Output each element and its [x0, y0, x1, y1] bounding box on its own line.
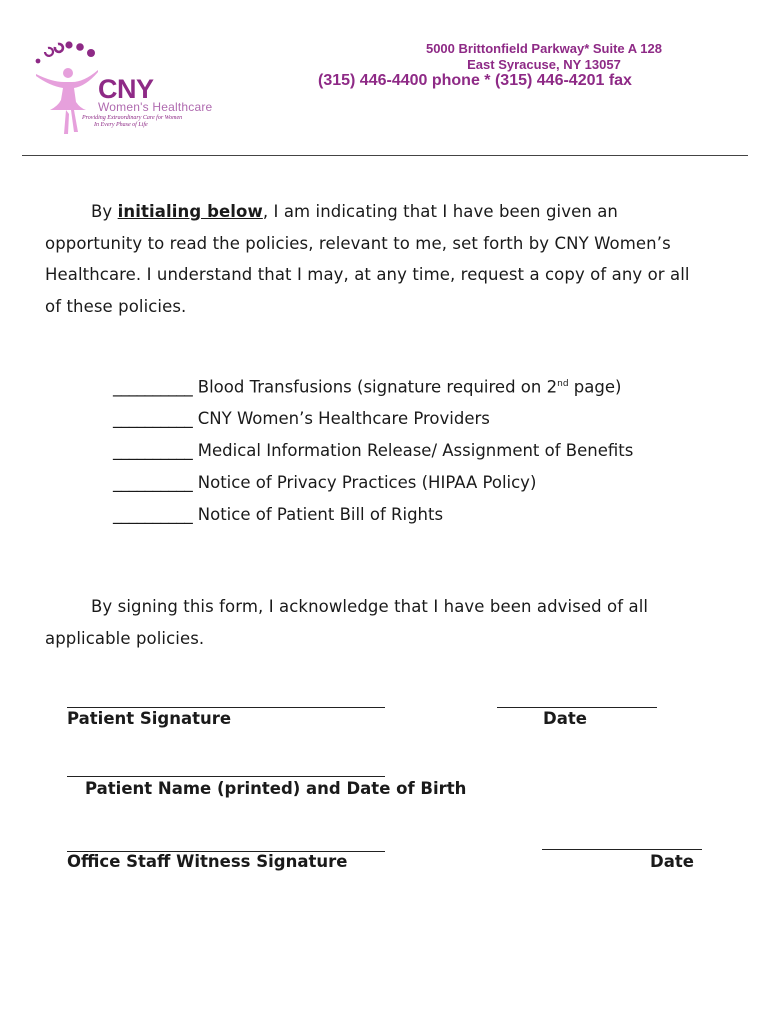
header-divider: [22, 155, 748, 156]
logo-subtitle: Women's Healthcare: [98, 100, 213, 114]
patient-signature-line[interactable]: [67, 707, 385, 708]
acknowledge-text: By signing this form, I acknowledge that I have been advised of all applicable policies.: [45, 597, 649, 648]
company-logo: [28, 36, 228, 136]
witness-signature-label: Office Staff Witness Signature: [67, 852, 348, 871]
intro-paragraph: [45, 196, 705, 322]
initial-blank[interactable]: __________: [113, 504, 193, 524]
logo-tagline-2: In Every Phase of Life: [94, 122, 148, 128]
initial-blank[interactable]: __________: [113, 472, 193, 492]
policy-list: [113, 369, 633, 530]
policy-item[interactable]: [113, 369, 633, 403]
logo-brand: CNY: [98, 74, 154, 104]
logo-figure-icon: [28, 36, 98, 136]
patient-signature-label: Patient Signature: [67, 709, 232, 728]
initial-blank[interactable]: __________: [113, 409, 193, 429]
address-line-1: 5000 Brittonfield Parkway* Suite A 128: [425, 41, 662, 56]
policy-label: Notice of Privacy Practices (HIPAA Policy): [197, 472, 537, 492]
policy-item[interactable]: [113, 403, 633, 435]
policy-label-sup: nd: [557, 379, 569, 389]
initial-blank[interactable]: __________: [113, 377, 193, 397]
date-line-1[interactable]: [497, 707, 657, 708]
policy-label: CNY Women’s Healthcare Providers: [197, 409, 490, 429]
address-block: [426, 41, 662, 73]
policy-item[interactable]: [113, 467, 633, 499]
policy-label: Notice of Patient Bill of Rights: [197, 504, 444, 524]
policy-label-tail: page): [568, 377, 622, 397]
initial-blank[interactable]: __________: [113, 441, 193, 461]
date-label-2: Date: [650, 852, 694, 871]
policy-label: Blood Transfusions (signature required on 2: [197, 377, 558, 397]
logo-tagline-1: Providing Extraordinary Care for Women: [82, 115, 183, 121]
intro-rest: , I am indicating that I have been given an opportunity to read the policies, relevant to me, set forth by CNY Women’s Healthcare. I understand that I may, at any time, request a copy of any or all of these policies.: [45, 202, 690, 316]
intro-emphasis: initialing below: [117, 202, 263, 221]
policy-item[interactable]: [113, 499, 633, 531]
policy-label: Medical Information Release/ Assignment of Benefits: [197, 441, 634, 461]
address-line-2: East Syracuse, NY 13057: [467, 57, 621, 72]
acknowledge-paragraph: [45, 591, 705, 654]
intro-lead: By: [91, 202, 118, 221]
date-label-1: Date: [543, 709, 587, 728]
date-line-2[interactable]: [542, 849, 702, 850]
policy-item[interactable]: [113, 435, 633, 467]
phone-fax: (315) 446-4400 phone * (315) 446-4201 fax: [318, 72, 632, 89]
patient-name-line[interactable]: [67, 776, 385, 777]
patient-name-dob-label: Patient Name (printed) and Date of Birth: [85, 779, 467, 798]
